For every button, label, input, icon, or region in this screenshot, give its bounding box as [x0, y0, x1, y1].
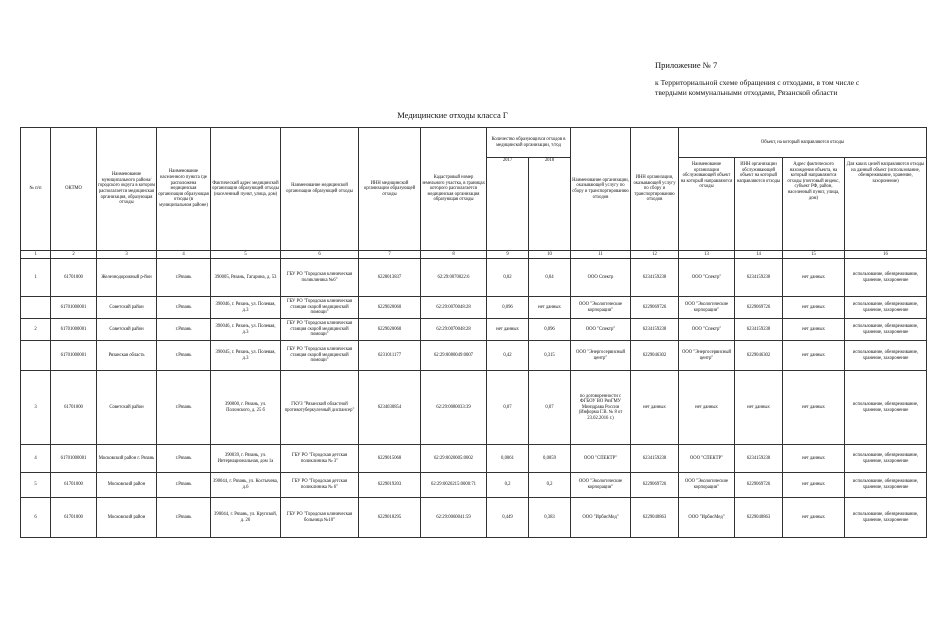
table-row	[21, 371, 927, 445]
row-municipal: Советский район	[97, 371, 157, 445]
table-row	[21, 319, 927, 341]
row-inn-service: 6229046302	[631, 341, 679, 371]
row-obj-inn: 6229040863	[735, 498, 783, 538]
row-inn-service: 6234159238	[631, 445, 679, 473]
row-obj-address: нет данных	[783, 259, 845, 297]
row-settlement: г.Рязань	[157, 445, 211, 473]
document-title: Медицинские отходы класса Г	[397, 110, 508, 120]
table-row	[21, 498, 927, 538]
row-obj-name: ООО "СПЕКТР"	[679, 445, 735, 473]
header-year-2018: 2018	[529, 158, 571, 251]
row-oktmo: 61701000	[51, 259, 97, 297]
header-inn-service: ИНН организации, оказывающей услугу по сбору и транспортированию отходов	[631, 128, 679, 251]
row-cadastral: 62:29:0080049:0007	[421, 341, 487, 371]
row-service-org: ООО "Экологические корпорации"	[571, 473, 631, 498]
row-obj-inn: 6234159238	[735, 445, 783, 473]
row-org-name: ГБУ РО "Городская клиническая станция скорой медицинской помощи"	[281, 297, 359, 319]
row-municipal: Московский район	[97, 473, 157, 498]
row-num: 2	[21, 319, 51, 341]
row-obj-address: нет данных	[783, 297, 845, 319]
header-object-group: Объект, на который направляются отходы	[679, 128, 927, 158]
row-settlement: г.Рязань	[157, 259, 211, 297]
header-settlement: Наименование населенного пункта где расположена медицинская организация образующая отходы (в муниципальном районе)	[157, 128, 211, 251]
row-org-name: ГБУ РО "Городская клиническая станция скорой медицинской помощи"	[281, 319, 359, 341]
territorial-scheme-reference: к Территориальной схеме обращения с отходами, в том числе с твердыми коммунальными отходами, Рязанской области	[655, 78, 860, 97]
row-quantity-2017: 0,07	[487, 371, 529, 445]
row-obj-name: ООО "ИрбисМед"	[679, 498, 735, 538]
row-quantity-2018: 0,2	[529, 473, 571, 498]
column-number: 16	[845, 251, 927, 259]
row-service-org: ООО Спектр	[571, 259, 631, 297]
row-purpose: использование, обезвреживание, хранение, захоронение	[845, 473, 927, 498]
header-quantity: Количество образующихся отходов в медицинской организации, т/год	[487, 128, 571, 158]
row-settlement: г.Рязань	[157, 473, 211, 498]
row-num: 6	[21, 498, 51, 538]
row-address: 390044, г. Рязань, ул. Костычева, д.6	[211, 473, 281, 498]
row-purpose: использование, обезвреживание, хранение, захоронение	[845, 445, 927, 473]
row-obj-address: нет данных	[783, 498, 845, 538]
row-quantity-2018: 0,07	[529, 371, 571, 445]
row-org-name: ГБУ РО "Городская клиническая поликлиника №6"	[281, 259, 359, 297]
header-obj-inn: ИНН организации обслуживающей объект на который направляются отходы	[735, 158, 783, 251]
row-obj-address: нет данных	[783, 341, 845, 371]
row-num: 5	[21, 473, 51, 498]
row-org-name: ГБУ РО "Городская клиническая больница №10"	[281, 498, 359, 538]
row-municipal: Советский район	[97, 297, 157, 319]
row-num: 1	[21, 259, 51, 297]
header-oktmo: ОКТМО	[51, 128, 97, 251]
row-num	[21, 341, 51, 371]
header-inn-med: ИНН медицинской организации образующей отходы	[359, 128, 421, 251]
row-settlement: г.Рязань	[157, 371, 211, 445]
row-municipal: Рязанская область	[97, 341, 157, 371]
column-number: 12	[631, 251, 679, 259]
row-obj-name: ООО "Спектр"	[679, 259, 735, 297]
table-row	[21, 297, 927, 319]
row-municipal: Московский район г. Рязань	[97, 445, 157, 473]
row-quantity-2018: 0,096	[529, 319, 571, 341]
row-municipal: Советский район	[97, 319, 157, 341]
column-number: 10	[529, 251, 571, 259]
row-num: 4	[21, 445, 51, 473]
row-quantity-2018: 0,383	[529, 498, 571, 538]
row-address: 390000, г. Рязань, ул. Полонского, д. 25 б	[211, 371, 281, 445]
row-address: 390005, Рязань, Гагарина, д. 53	[211, 259, 281, 297]
row-oktmo: 61701000001	[51, 297, 97, 319]
column-number: 6	[281, 251, 359, 259]
row-address: 390045, г. Рязань, ул. Полевая, д.3	[211, 341, 281, 371]
row-obj-name: ООО "Спектр"	[679, 319, 735, 341]
row-quantity-2018: 0,04	[529, 259, 571, 297]
row-inn-med: 6229018295	[359, 498, 421, 538]
row-purpose: использование, обезвреживание, хранение, захоронение	[845, 498, 927, 538]
row-num	[21, 297, 51, 319]
row-inn-med: 6228013837	[359, 259, 421, 297]
row-purpose: использование, обезвреживание, хранение, захоронение	[845, 259, 927, 297]
row-obj-address: нет данных	[783, 319, 845, 341]
header-obj-name: Наименование организации обслуживающей объект на который направляются отходы	[679, 158, 735, 251]
header-address: Фактический адрес медицинской организации образующей отходы (населенный пункт, улица, дом)	[211, 128, 281, 251]
row-obj-inn: 6229069726	[735, 473, 783, 498]
row-address: 390039, г. Рязань, ул. Интернациональная, дом 1а	[211, 445, 281, 473]
header-org-name: Наименование медицинской организации образующей отходы	[281, 128, 359, 251]
row-address: 390044, г. Рязань, ул. Крупской, д. 26	[211, 498, 281, 538]
row-obj-inn: 6234159238	[735, 259, 783, 297]
row-quantity-2018: нет данных	[529, 297, 571, 319]
column-number: 13	[679, 251, 735, 259]
row-inn-service: 6234159238	[631, 259, 679, 297]
row-cadastral: 62:29:0070022:6	[421, 259, 487, 297]
row-inn-med: 6229015068	[359, 445, 421, 473]
row-settlement: г.Рязань	[157, 341, 211, 371]
row-quantity-2017: 0,096	[487, 297, 529, 319]
column-number: 3	[97, 251, 157, 259]
column-number: 14	[735, 251, 783, 259]
row-inn-med: 6234030854	[359, 371, 421, 445]
row-cadastral: 62:29:0020215:0000:71	[421, 473, 487, 498]
row-quantity-2017: 0,0061	[487, 445, 529, 473]
row-obj-address: нет данных	[783, 445, 845, 473]
row-oktmo: 61701000001	[51, 341, 97, 371]
row-oktmo: 61701000	[51, 371, 97, 445]
header-service-org: Наименование организации, оказывающей услугу по сбору и транспортированию отходов	[571, 128, 631, 251]
row-inn-service: нет данных	[631, 371, 679, 445]
row-inn-med: 6229019203	[359, 473, 421, 498]
row-quantity-2017: 0,42	[487, 341, 529, 371]
row-org-name: ГБУ РО "Городская детская поликлиника № 6"	[281, 473, 359, 498]
row-cadastral: 62:29:0070048:28	[421, 297, 487, 319]
row-cadastral: 62:29:0070048:28	[421, 319, 487, 341]
row-obj-inn: нет данных	[735, 371, 783, 445]
row-quantity-2017: 0,2	[487, 473, 529, 498]
column-number: 9	[487, 251, 529, 259]
row-quantity-2018: 0,0059	[529, 445, 571, 473]
medical-waste-table	[20, 127, 927, 538]
row-quantity-2017: 0,449	[487, 498, 529, 538]
column-number: 1	[21, 251, 51, 259]
row-obj-inn: 6229069726	[735, 297, 783, 319]
row-address: 390046, г. Рязань, ул. Полевая, д.3	[211, 319, 281, 341]
row-inn-med: 6229020060	[359, 297, 421, 319]
row-purpose: использование, обезвреживание, хранение, захоронение	[845, 319, 927, 341]
row-num: 3	[21, 371, 51, 445]
row-cadastral: 62:29:0060041:59	[421, 498, 487, 538]
row-inn-service: 6234159238	[631, 319, 679, 341]
row-obj-inn: 6229046302	[735, 341, 783, 371]
column-number: 7	[359, 251, 421, 259]
row-municipal: Железнодорожный р-йон	[97, 259, 157, 297]
table-row	[21, 341, 927, 371]
row-purpose: использование, обезвреживание, хранение, захоронение	[845, 341, 927, 371]
column-number: 8	[421, 251, 487, 259]
row-org-name: ГКУЗ "Рязанский областной противотуберкулезный диспансер"	[281, 371, 359, 445]
column-number: 15	[783, 251, 845, 259]
row-obj-address: нет данных	[783, 473, 845, 498]
row-obj-inn: 6234159238	[735, 319, 783, 341]
row-oktmo: 61701000	[51, 498, 97, 538]
row-quantity-2017: 0,02	[487, 259, 529, 297]
row-purpose: использование, обезвреживание, хранение, захоронение	[845, 371, 927, 445]
row-obj-name: ООО "Экологические корпорации"	[679, 473, 735, 498]
header-municipal: Наименование муниципального района/городского округа в котором располагается медицинская организация, образующая отходы	[97, 128, 157, 251]
row-inn-service: 6229040863	[631, 498, 679, 538]
row-municipal: Московский район	[97, 498, 157, 538]
row-oktmo: 61701000	[51, 473, 97, 498]
row-service-org: ООО "СПЕКТР"	[571, 445, 631, 473]
appendix-number: Приложение № 7	[655, 60, 718, 70]
row-obj-address: нет данных	[783, 371, 845, 445]
column-number: 4	[157, 251, 211, 259]
header-obj-address: Адрес фактического нахождения объекта, на который направляются отходы (почтовый индекс, субъект РФ, район, населенный пункт, улица, дом)	[783, 158, 845, 251]
row-inn-med: 6231011177	[359, 341, 421, 371]
header-year-2017: 2017	[487, 158, 529, 251]
row-settlement: г.Рязань	[157, 297, 211, 319]
column-number: 5	[211, 251, 281, 259]
header-num: № п/п	[21, 128, 51, 251]
header-cadastral: Кадастровый номер земельного участка, в границах которого располагается медицинская организация образующая отходы	[421, 128, 487, 251]
row-obj-name: ООО "Экологические корпорации"	[679, 297, 735, 319]
row-inn-service: 6229069726	[631, 473, 679, 498]
row-org-name: ГБУ РО "Городская детская поликлиника № 3"	[281, 445, 359, 473]
row-obj-name: нет данных	[679, 371, 735, 445]
table-row	[21, 445, 927, 473]
row-settlement: г.Рязань	[157, 319, 211, 341]
row-service-org: ООО "Спектр"	[571, 319, 631, 341]
row-service-org: по договоренности с ФГБОУ ВО РязГМУ Минздрава России (Информа Г.В. № 8 от 23.02.2016 г.)	[571, 371, 631, 445]
table-row	[21, 473, 927, 498]
table-row	[21, 259, 927, 297]
row-service-org: ООО "ИрбисМед"	[571, 498, 631, 538]
row-obj-name: ООО "Энергосервисный центр"	[679, 341, 735, 371]
row-cadastral: 62:29:0020005:0002	[421, 445, 487, 473]
row-quantity-2017: нет данных	[487, 319, 529, 341]
column-number: 2	[51, 251, 97, 259]
row-address: 390046, г. Рязань, ул. Полевая, д.3	[211, 297, 281, 319]
row-oktmo: 61701000001	[51, 445, 97, 473]
column-number: 11	[571, 251, 631, 259]
row-quantity-2018: 0,315	[529, 341, 571, 371]
row-service-org: ООО "Энергосервисный центр"	[571, 341, 631, 371]
row-service-org: ООО "Экологические корпорации"	[571, 297, 631, 319]
row-inn-service: 6229069726	[631, 297, 679, 319]
row-cadastral: 62:29:0080033:39	[421, 371, 487, 445]
row-settlement: г.Рязань	[157, 498, 211, 538]
column-number-row	[21, 251, 927, 259]
row-oktmo: 61701000001	[51, 319, 97, 341]
row-inn-med: 6229020060	[359, 319, 421, 341]
row-org-name: ГБУ РО "Городская клиническая станция скорой медицинской помощи"	[281, 341, 359, 371]
row-purpose: использование, обезвреживание, хранение, захоронение	[845, 297, 927, 319]
header-obj-purpose: Для каких целей направляются отходы на данный объект (использование, обезвреживание, хранение, захоронение)	[845, 158, 927, 251]
